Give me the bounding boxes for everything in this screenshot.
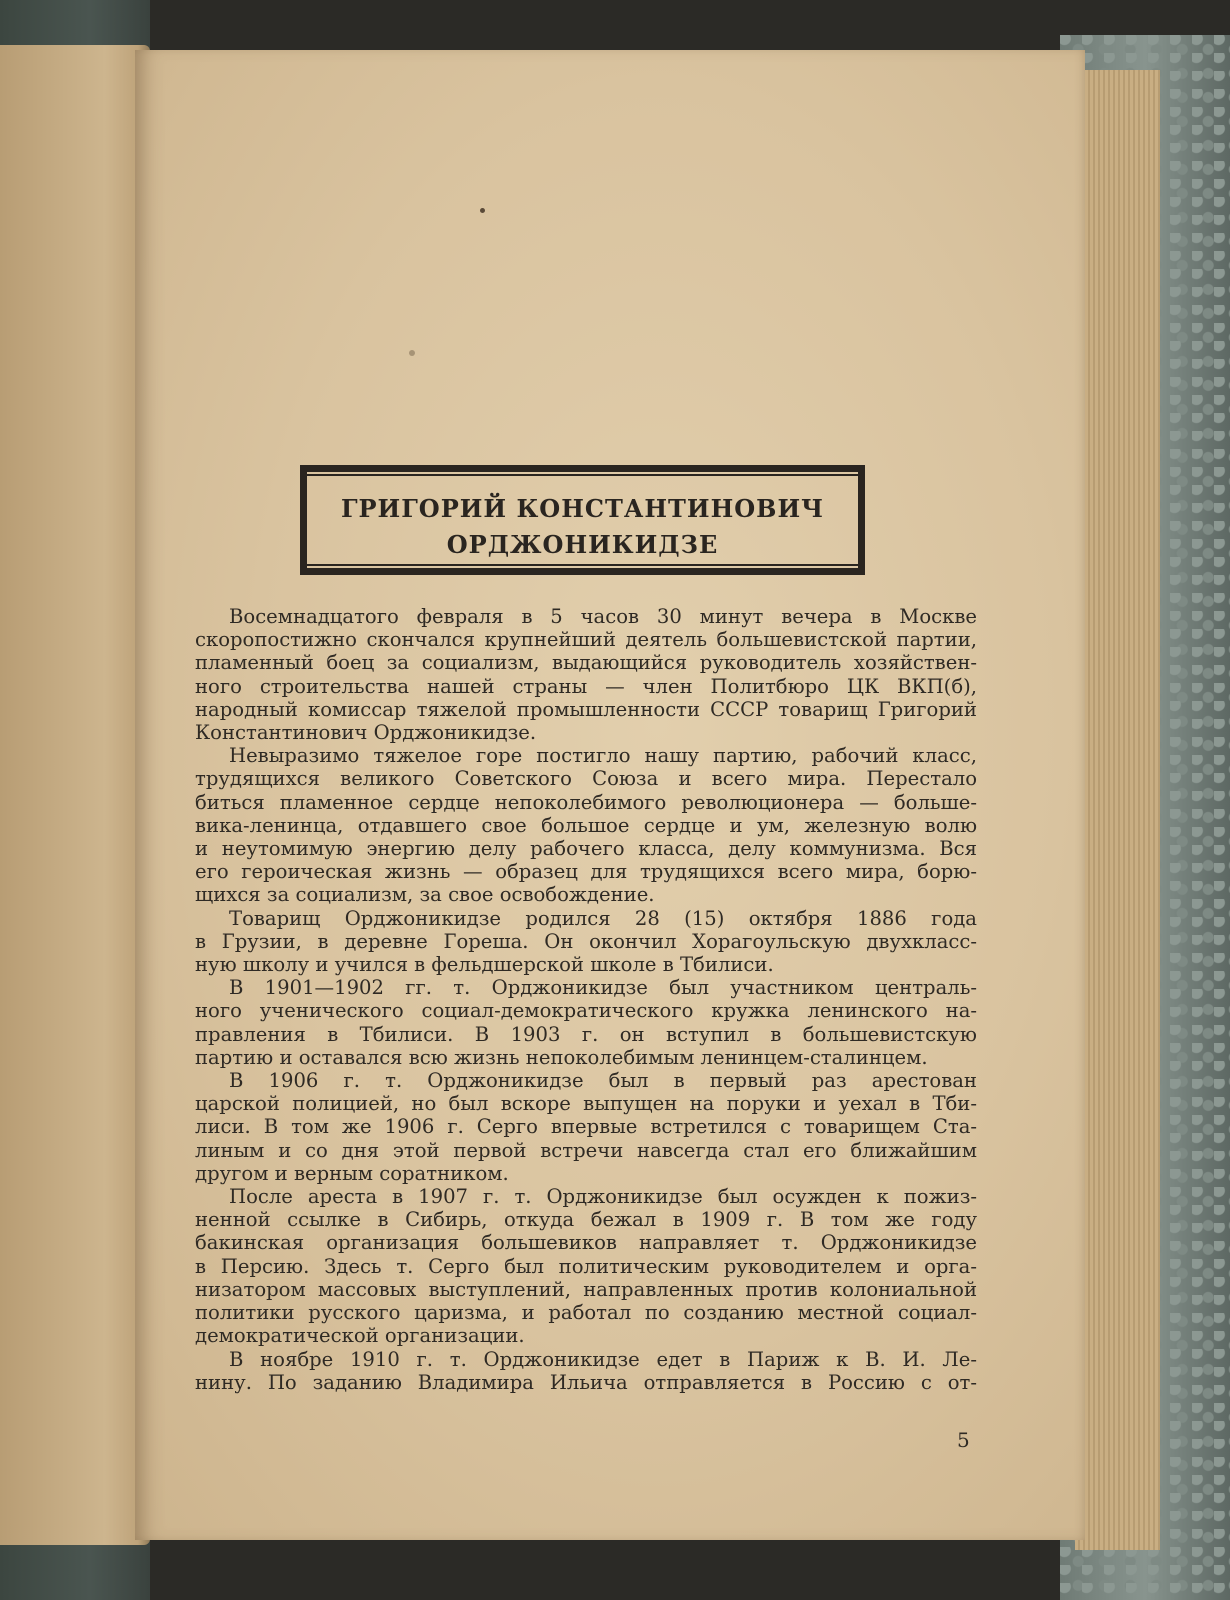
- text-line: вика-ленинца, отдавшего свое большое сердце и ум, железную волю: [195, 813, 977, 837]
- paragraph: [195, 605, 977, 744]
- left-page-edge: [0, 45, 150, 1545]
- text-line: Константинович Орджоникидзе.: [195, 721, 537, 745]
- text-line: Товарищ Орджоникидзе родился 28 (15) октября 1886 года: [229, 906, 977, 930]
- page-stack-edge: [1075, 70, 1160, 1550]
- text-line: в Персию. Здесь т. Серго был политическим руководителем и орга-: [195, 1254, 977, 1278]
- text-line: в Грузии, в деревне Гореша. Он окончил Хорагоульскую двухкласс-: [195, 929, 977, 953]
- text-line: ного ученического социал-демократического кружка ленинского на-: [195, 999, 977, 1023]
- text-line: биться пламенное сердце непоколебимого революционера — больше-: [195, 790, 977, 814]
- text-line: партию и оставался всю жизнь непоколебимым ленинцем-сталинцем.: [195, 1045, 928, 1069]
- paragraph: [195, 907, 977, 977]
- text-line: царской полицией, но был вскоре выпущен на поруки и уехал в Тби-: [195, 1092, 977, 1116]
- text-line: его героическая жизнь — образец для трудящихся всего мира, борю-: [195, 860, 977, 884]
- title-frame: [300, 465, 865, 575]
- text-line: ного строительства нашей страны — член Политбюро ЦК ВКП(б),: [195, 674, 977, 698]
- text-line: пламенный боец за социализм, выдающийся руководитель хозяйствен-: [195, 651, 977, 675]
- paragraph: [195, 1185, 977, 1347]
- text-line: трудящихся великого Советского Союза и всего мира. Перестало: [195, 767, 977, 791]
- text-line: Невыразимо тяжелое горе постигло нашу партию, рабочий класс,: [229, 744, 977, 768]
- text-line: щихся за социализм, за свое освобождение.: [195, 883, 655, 907]
- text-line: другом и верным соратником.: [195, 1161, 509, 1185]
- paragraph: [195, 1069, 977, 1185]
- text-line: В 1901—1902 гг. т. Орджоникидзе был участником централь-: [229, 976, 977, 1000]
- paragraph: [195, 1348, 977, 1394]
- text-line: нину. По заданию Владимира Ильича отправляется в Россию с от-: [195, 1370, 977, 1394]
- text-line: В ноябре 1910 г. т. Орджоникидзе едет в Париж к В. И. Ле-: [229, 1347, 977, 1371]
- text-line: ненной ссылке в Сибирь, откуда бежал в 1909 г. В том же году: [195, 1208, 977, 1232]
- text-line: политики русского царизма, и работал по созданию местной социал-: [195, 1301, 977, 1325]
- body-text: [195, 605, 977, 1394]
- text-line: После ареста в 1907 г. т. Орджоникидзе был осужден к пожиз-: [229, 1185, 977, 1209]
- text-line: низатором массовых выступлений, направленных против колониальной: [195, 1277, 977, 1301]
- title-line-1: ГРИГОРИЙ КОНСТАНТИНОВИЧ: [340, 494, 825, 523]
- text-line: бакинская организация большевиков направляет т. Орджоникидзе: [195, 1231, 977, 1255]
- book-page: [135, 50, 1085, 1540]
- page-speck: [409, 350, 415, 356]
- text-line: Восемнадцатого февраля в 5 часов 30 минут вечера в Москве: [229, 605, 977, 628]
- text-line: лиси. В том же 1906 г. Серго впервые встретился с товарищем Ста-: [195, 1115, 977, 1139]
- title-line-2: ОРДЖОНИКИДЗЕ: [446, 530, 719, 559]
- paragraph: [195, 976, 977, 1069]
- text-line: народный комиссар тяжелой промышленности СССР товарищ Григорий: [195, 697, 977, 721]
- text-line: В 1906 г. т. Орджоникидзе был в первый раз арестован: [229, 1069, 977, 1093]
- paragraph: [195, 744, 977, 906]
- text-line: ную школу и учился в фельдшерской школе в Тбилиси.: [195, 953, 774, 977]
- text-line: демократической организации.: [195, 1324, 525, 1348]
- text-line: скоропостижно скончался крупнейший деятель большевистской партии,: [195, 628, 977, 652]
- text-line: и неутомимую энергию делу рабочего класса, делу коммунизма. Вся: [195, 837, 977, 861]
- text-line: правления в Тбилиси. В 1903 г. он вступил в большевистскую: [195, 1022, 977, 1046]
- page-speck: [480, 208, 485, 213]
- text-line: линым и со дня этой первой встречи навсегда стал его ближайшим: [195, 1138, 977, 1162]
- page-number: 5: [957, 1428, 970, 1452]
